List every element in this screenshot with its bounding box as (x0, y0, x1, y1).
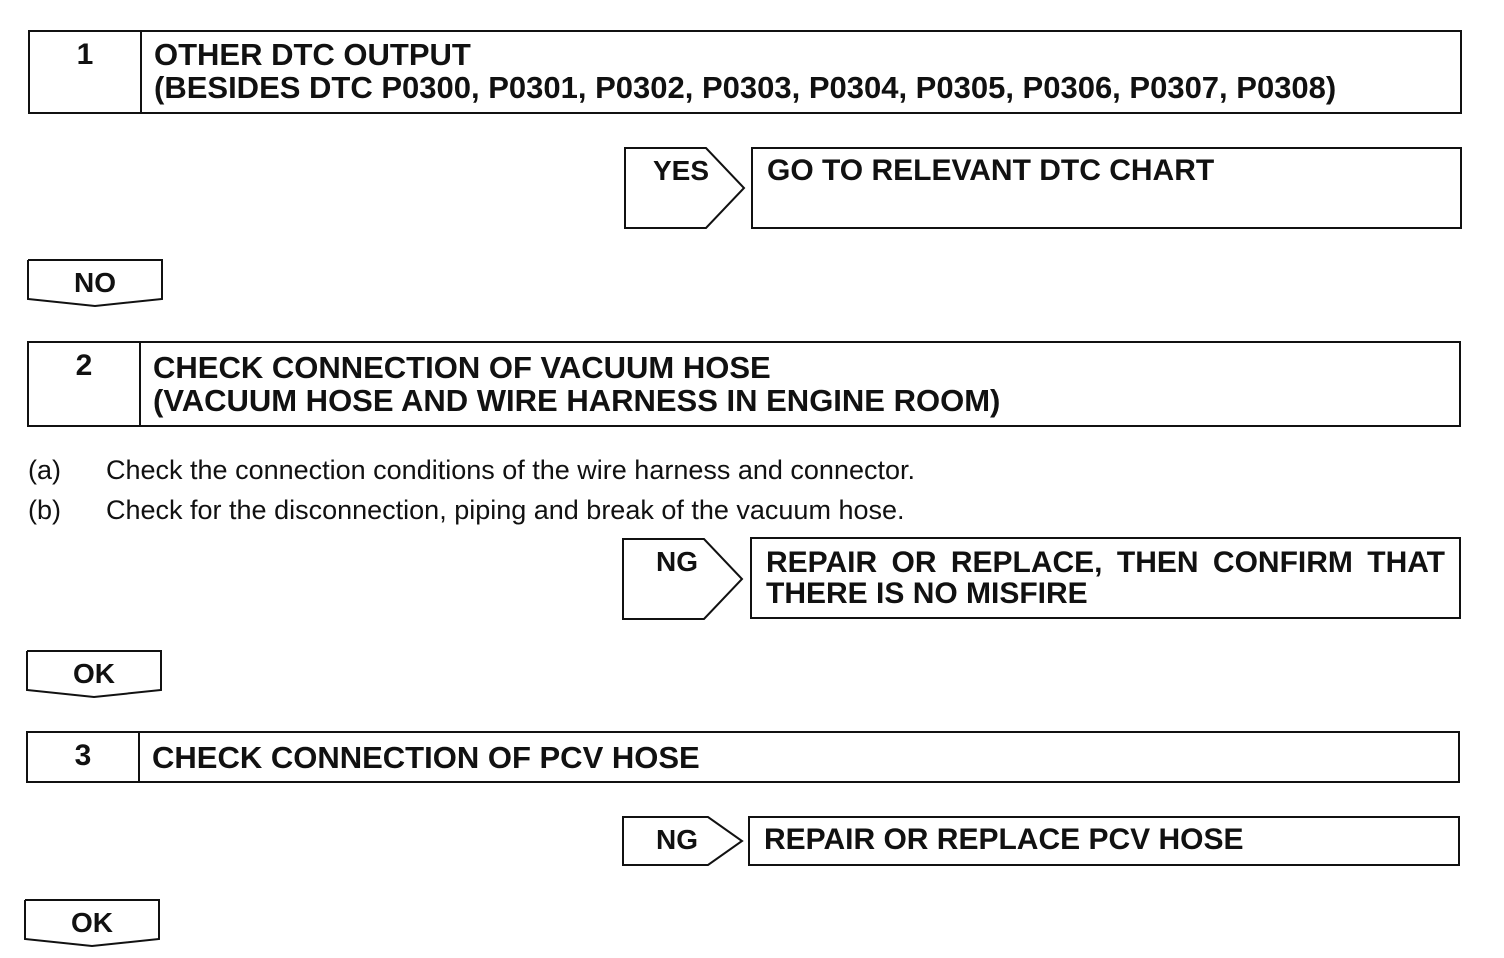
result-2-box: REPAIR OR REPLACE, THEN CONFIRM THAT THERE IS NO MISFIRE (750, 537, 1461, 619)
check-text-a: Check the connection conditions of the wire harness and connector. (106, 455, 915, 485)
check-marker-b: (b) (28, 495, 61, 525)
yes-label: YES (652, 155, 710, 186)
step-1-box (28, 30, 1462, 114)
ng-condition-tag-1 (622, 538, 746, 620)
check-marker-a: (a) (28, 455, 61, 485)
ng-label-1: NG (656, 546, 698, 577)
step-1-number: 1 (30, 32, 142, 112)
ok-branch-tab-1 (26, 650, 162, 698)
yes-condition-tag (624, 147, 748, 229)
no-branch-tab (27, 259, 163, 307)
step-3-title: CHECK CONNECTION OF PCV HOSE (152, 740, 700, 775)
ng-condition-tag-2 (622, 816, 746, 866)
check-item-a (28, 455, 915, 486)
step-3-box (26, 731, 1460, 783)
no-label: NO (74, 267, 116, 298)
step-2-number: 2 (29, 343, 141, 425)
ng-label-2: NG (656, 824, 698, 855)
check-item-b (28, 495, 905, 526)
ok-label-1: OK (73, 658, 115, 689)
result-3-box: REPAIR OR REPLACE PCV HOSE (748, 816, 1460, 866)
result-1-box: GO TO RELEVANT DTC CHART (751, 147, 1462, 229)
step-1-title: OTHER DTC OUTPUT (BESIDES DTC P0300, P0301, P0302, P0303, P0304, P0305, P0306, P0307, P0308) (154, 37, 1337, 105)
ok-label-2: OK (71, 907, 113, 938)
step-2-title: CHECK CONNECTION OF VACUUM HOSE (VACUUM HOSE AND WIRE HARNESS IN ENGINE ROOM) (153, 350, 1001, 418)
check-text-b: Check for the disconnection, piping and break of the vacuum hose. (106, 495, 905, 525)
step-3-number: 3 (28, 733, 140, 781)
ok-branch-tab-2 (24, 899, 160, 947)
step-2-box (27, 341, 1461, 427)
